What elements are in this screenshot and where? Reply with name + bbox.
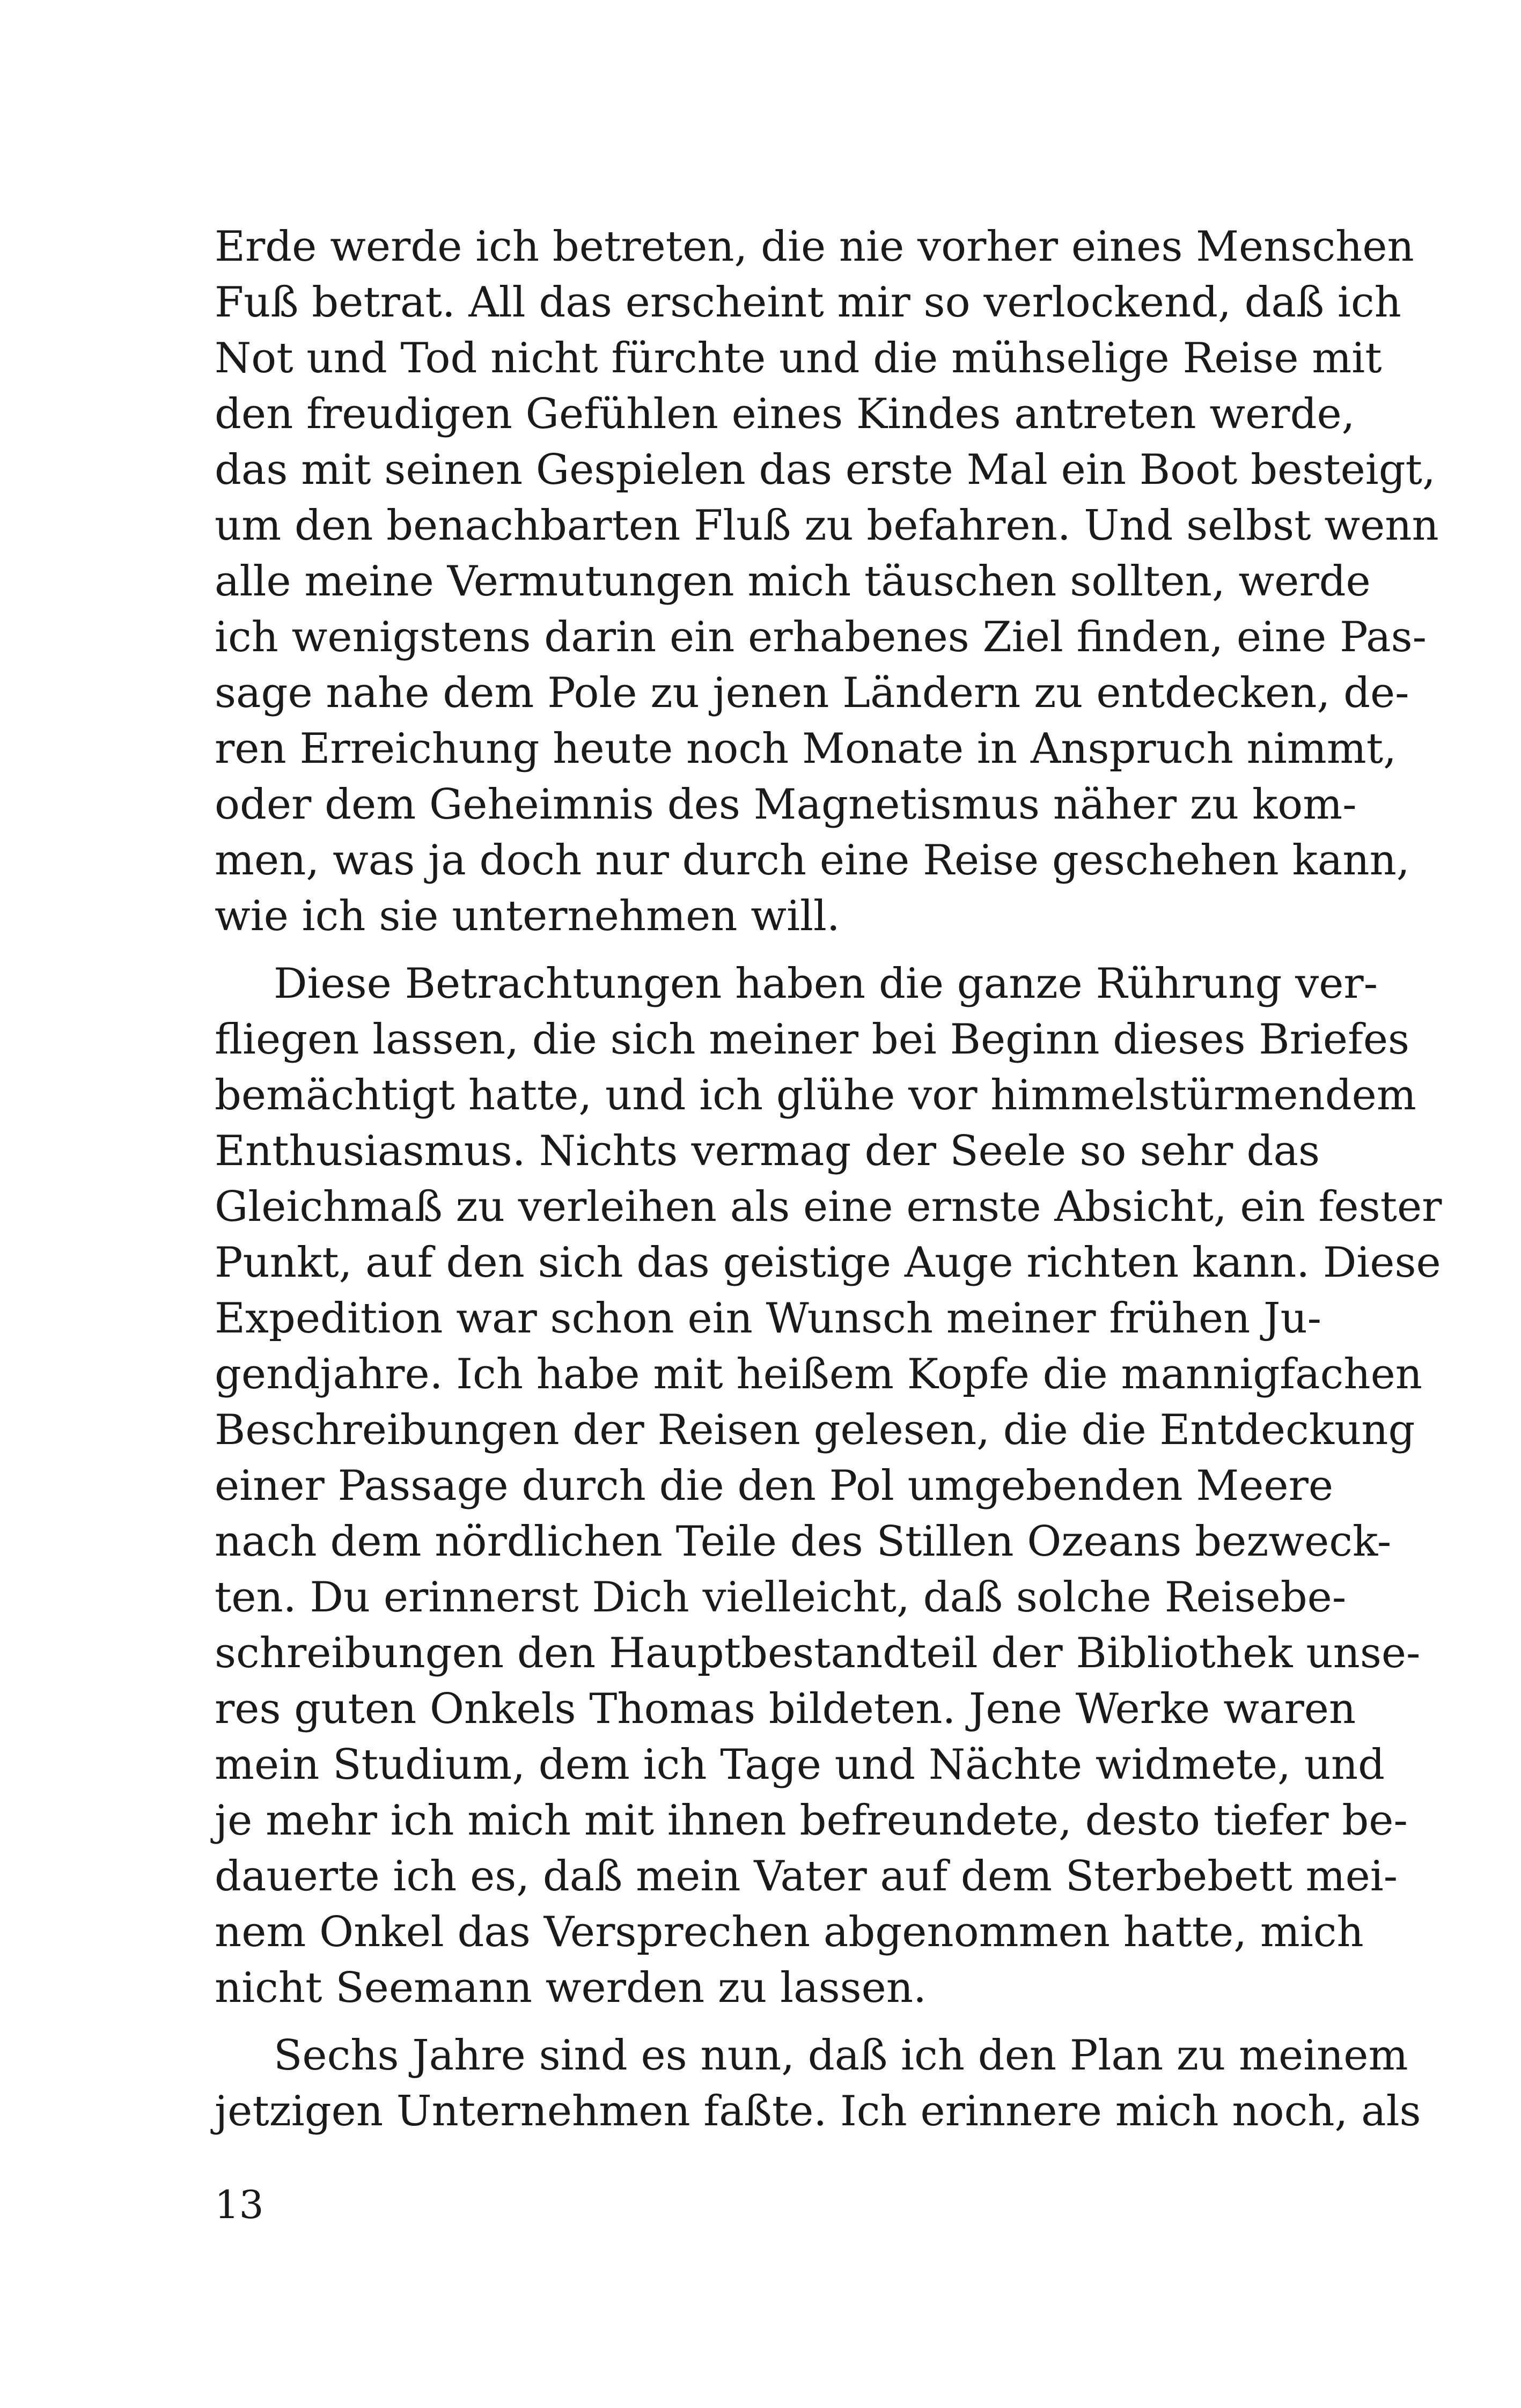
text-line: Punkt, auf den sich das geistige Auge richten kann. Diese — [215, 1239, 1441, 1287]
text-line: mein Studium, dem ich Tage und Nächte widmete, und — [215, 1741, 1385, 1789]
text-line: Fuß betrat. All das erscheint mir so verlockend, daß ich — [215, 278, 1401, 327]
text-line: ten. Du erinnerst Dich vielleicht, daß solche Reisebe- — [215, 1573, 1347, 1622]
text-line: nach dem nördlichen Teile des Stillen Ozeans bezweck- — [215, 1518, 1392, 1566]
text-line: den freudigen Gefühlen eines Kindes antreten werde, — [215, 390, 1355, 438]
text-line: nem Onkel das Versprechen abgenommen hatte, mich — [215, 1908, 1364, 1956]
text-line: Expedition war schon ein Wunsch meiner frühen Ju- — [215, 1294, 1322, 1343]
text-line: men, was ja doch nur durch eine Reise geschehen kann, — [215, 836, 1410, 885]
paragraph — [215, 2028, 1421, 2139]
text-line: Enthusiasmus. Nichts vermag der Seele so sehr das — [215, 1127, 1320, 1175]
text-line: oder dem Geheimnis des Magnetismus näher zu kom- — [215, 780, 1357, 829]
text-line: nicht Seemann werden zu lassen. — [215, 1964, 927, 2012]
paragraph — [215, 219, 1439, 944]
body-text — [215, 219, 1442, 2139]
text-line: um den benachbarten Fluß zu befahren. Und selbst wenn — [215, 502, 1439, 550]
text-line: bemächtigt hatte, und ich glühe vor himmelstürmendem — [215, 1071, 1416, 1120]
text-line: Beschreibungen der Reisen gelesen, die die Entdeckung — [215, 1406, 1415, 1454]
text-line: Sechs Jahre sind es nun, daß ich den Plan zu meinem — [274, 2031, 1408, 2080]
text-line: ren Erreichung heute noch Monate in Anspruch nimmt, — [215, 725, 1397, 773]
text-line: Erde werde ich betreten, die nie vorher eines Menschen — [215, 223, 1414, 271]
text-line: wie ich sie unternehmen will. — [215, 892, 840, 940]
text-line: res guten Onkels Thomas bildeten. Jene Werke waren — [215, 1685, 1356, 1733]
text-line: sage nahe dem Pole zu jenen Ländern zu entdecken, de- — [215, 669, 1409, 717]
text-line: gendjahre. Ich habe mit heißem Kopfe die mannigfachen — [215, 1350, 1422, 1398]
paragraph — [215, 956, 1442, 2016]
text-line: jetzigen Unternehmen faßte. Ich erinnere mich noch, als — [215, 2087, 1421, 2135]
text-line: Gleichmaß zu verleihen als eine ernste Absicht, ein fester — [215, 1183, 1442, 1231]
text-line: das mit seinen Gespielen das erste Mal ein Boot besteigt, — [215, 446, 1436, 494]
text-line: je mehr ich mich mit ihnen befreundete, desto tiefer be- — [215, 1796, 1408, 1845]
text-line: dauerte ich es, daß mein Vater auf dem Sterbebett mei- — [215, 1852, 1398, 1901]
text-line: einer Passage durch die den Pol umgebenden Meere — [215, 1462, 1334, 1510]
text-line: alle meine Vermutungen mich täuschen sollten, werde — [215, 557, 1371, 606]
text-line: fliegen lassen, die sich meiner bei Beginn dieses Briefes — [215, 1015, 1410, 1064]
page-number: 13 — [215, 2182, 264, 2227]
text-line: Not und Tod nicht fürchte und die mühselige Reise mit — [215, 334, 1382, 382]
text-line: ich wenigstens darin ein erhabenes Ziel finden, eine Pas- — [215, 613, 1427, 661]
text-line: Diese Betrachtungen haben die ganze Rührung ver- — [274, 960, 1378, 1008]
text-line: schreibungen den Hauptbestandteil der Bibliothek unse- — [215, 1629, 1421, 1677]
